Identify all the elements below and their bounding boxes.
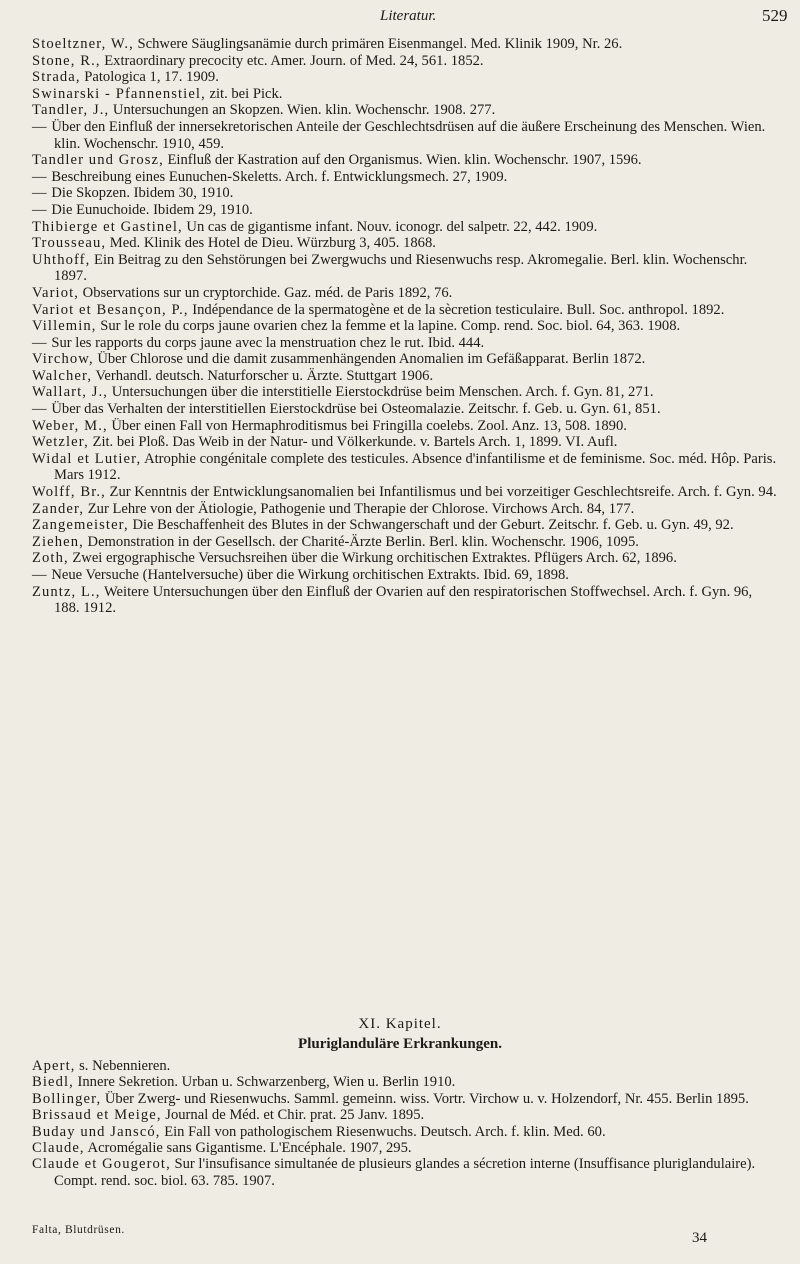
reference-text: Einfluß der Kastration auf den Organismus. Wien. klin. Wochenschr. 1907, 1596. xyxy=(163,152,642,169)
reference-text: Über Zwerg- und Riesenwuchs. Samml. gemeinn. wiss. Vortr. Virchow u. v. Holzendorf, Nr. 455. Berlin 1895. xyxy=(101,1090,749,1107)
reference-text: Zwei ergographische Versuchsreihen über die Wirkung orchitischen Extraktes. Pflügers Arch. 62, 1896. xyxy=(68,550,677,567)
reference-entry xyxy=(32,517,777,534)
reference-entry xyxy=(32,69,777,86)
reference-entry xyxy=(32,501,777,518)
reference-author: Uhthoff, xyxy=(32,251,91,268)
reference-author: Wolff, Br., xyxy=(32,484,106,501)
reference-text: Über das Verhalten der interstitiellen Eierstockdrüse bei Osteomalazie. Zeitschr. f. Geb. u. Gyn. 61, 851. xyxy=(47,401,661,418)
reference-text: Sur les rapports du corps jaune avec la menstruation chez le rut. Ibid. 444. xyxy=(47,334,485,351)
reference-text: Verhandl. deutsch. Naturforscher u. Ärzte. Stuttgart 1906. xyxy=(92,367,434,384)
reference-author: Apert, xyxy=(32,1058,76,1074)
reference-entry xyxy=(32,401,777,418)
reference-author: Variot et Besançon, P., xyxy=(32,301,189,318)
reference-text: Die Eunuchoide. Ibidem 29, 1910. xyxy=(47,201,253,218)
reference-text: Innere Sekretion. Urban u. Schwarzenberg, Wien u. Berlin 1910. xyxy=(73,1074,456,1091)
reference-author: Widal et Lutier, xyxy=(32,450,142,467)
reference-author: Zuntz, L., xyxy=(32,583,101,600)
reference-text: Beschreibung eines Eunuchen-Skeletts. Arch. f. Entwicklungsmech. 27, 1909. xyxy=(47,168,508,185)
chapter-subtitle: Pluriglanduläre Erkrankungen. xyxy=(298,1036,502,1052)
reference-author: Virchow, xyxy=(32,351,94,368)
reference-author: Stone, R., xyxy=(32,52,101,69)
reference-author: Zander, xyxy=(32,500,85,517)
reference-text: Med. Klinik des Hotel de Dieu. Würzburg 3, 405. 1868. xyxy=(106,235,436,252)
reference-author: Swinarski - Pfannenstiel, xyxy=(32,85,206,102)
reference-text: Ein Beitrag zu den Sehstörungen bei Zwergwuchs und Riesenwuchs resp. Akromegalie. Berl. klin. Wochenschr. 1897. xyxy=(54,251,748,285)
reference-text: Un cas de gigantisme infant. Nouv. iconogr. del salpetr. 22, 442. 1909. xyxy=(182,218,598,235)
reference-text: Extraordinary precocity etc. Amer. Journ. of Med. 24, 561. 1852. xyxy=(100,52,484,69)
reference-text: s. Nebennieren. xyxy=(75,1058,171,1074)
reference-text: Sur le role du corps jaune ovarien chez la femme et la lapine. Comp. rend. Soc. biol. 64, 363. 1908. xyxy=(96,318,681,335)
reference-author: Wetzler, xyxy=(32,434,89,451)
reference-author: Claude, xyxy=(32,1140,85,1157)
reference-author: Buday und Janscó, xyxy=(32,1123,161,1140)
reference-author: Trousseau, xyxy=(32,235,107,252)
reference-text: Zur Kenntnis der Entwicklungsanomalien bei Infantilismus und bei vorzeitiger Geschlechtsreife. Arch. f. Gyn. 94. xyxy=(105,484,777,501)
chapter-title: XI. Kapitel. xyxy=(358,1016,442,1032)
reference-entry xyxy=(32,368,777,385)
reference-entry xyxy=(32,202,777,219)
footer-book-title: Falta, Blutdrüsen. xyxy=(32,1224,125,1236)
reference-author: Strada, xyxy=(32,69,81,86)
reference-text: Die Skopzen. Ibidem 30, 1910. xyxy=(47,185,234,202)
reference-entry xyxy=(32,102,777,119)
reference-entry xyxy=(32,418,777,435)
reference-text: Sur l'insufisance simultanée de plusieurs glandes a sécretion interne (Insuffisance pluriglandulaire). Compt. rend. soc. biol. 63. 785. 1907. xyxy=(54,1156,756,1189)
reference-entry xyxy=(32,384,777,401)
reference-author: Variot, xyxy=(32,284,80,301)
reference-author: — xyxy=(32,118,48,135)
reference-author: Zoth, xyxy=(32,550,69,567)
reference-text: Ein Fall von pathologischem Riesenwuchs. Deutsch. Arch. f. klin. Med. 60. xyxy=(160,1123,606,1140)
reference-text: Patologica 1, 17. 1909. xyxy=(80,69,219,86)
reference-entry xyxy=(32,285,777,302)
reference-text: Über Chlorose und die damit zusammenhängenden Anomalien im Gefäßapparat. Berlin 1872. xyxy=(93,351,646,368)
reference-author: Thibierge et Gastinel, xyxy=(32,218,183,235)
page-number: 529 xyxy=(762,6,788,25)
reference-author: Wallart, J., xyxy=(32,384,109,401)
reference-text: Untersuchungen an Skopzen. Wien. klin. Wochenschr. 1908. 277. xyxy=(109,102,496,119)
reference-entry xyxy=(32,484,777,501)
reference-text: Weitere Untersuchungen über den Einfluß der Ovarien auf den respiratorischen Stoffwechsel. Arch. f. Gyn. 96, 188. 1912. xyxy=(54,583,753,617)
reference-text: Acromégalie sans Gigantisme. L'Encéphale. 1907, 295. xyxy=(84,1140,412,1157)
reference-text: Neue Versuche (Hantelversuche) über die Wirkung orchitischen Extrakts. Ibid. 69, 1898. xyxy=(47,567,569,583)
reference-list-pluriglandular xyxy=(32,1058,777,1189)
reference-text: Indépendance de la spermatogène et de la sècretion testiculaire. Bull. Soc. anthropol. 1892. xyxy=(188,301,725,318)
reference-author: — xyxy=(32,201,48,218)
reference-text: Die Beschaffenheit des Blutes in der Schwangerschaft und der Geburt. Zeitschr. f. Geb. u. Gyn. 49, 92. xyxy=(128,517,734,534)
reference-entry xyxy=(32,567,777,584)
reference-entry xyxy=(32,185,777,202)
reference-entry xyxy=(32,1107,777,1123)
reference-author: — xyxy=(32,401,48,418)
reference-author: — xyxy=(32,567,48,583)
reference-entry xyxy=(32,53,777,70)
reference-entry xyxy=(32,351,777,368)
reference-author: Brissaud et Meige, xyxy=(32,1107,162,1124)
reference-author: Tandler und Grosz, xyxy=(32,152,164,169)
reference-author: Stoeltzner, W., xyxy=(32,36,134,52)
reference-text: Atrophie congénitale complete des testicules. Absence d'infantilisme et de feminisme. Soc. méd. Hôp. Paris. Mars 1912. xyxy=(54,450,777,484)
reference-author: Bollinger, xyxy=(32,1090,102,1107)
reference-entry xyxy=(32,252,777,285)
signature-mark: 34 xyxy=(692,1230,707,1246)
reference-entry xyxy=(32,1140,777,1156)
reference-text: Zur Lehre von der Ätiologie, Pathogenie und Therapie der Chlorose. Virchows Arch. 84, 177. xyxy=(84,500,635,517)
reference-author: Walcher, xyxy=(32,367,93,384)
reference-author: Tandler, J., xyxy=(32,102,110,119)
reference-entry xyxy=(32,219,777,236)
reference-entry xyxy=(32,119,777,152)
reference-text: Demonstration in der Gesellsch. der Charité-Ärzte Berlin. Berl. klin. Wochenschr. 1906, 1095. xyxy=(83,533,639,550)
reference-author: — xyxy=(32,334,48,351)
reference-entry xyxy=(32,434,777,451)
reference-text: Zit. bei Ploß. Das Weib in der Natur- und Völkerkunde. v. Bartels Arch. 1, 1899. VI. Aufl. xyxy=(88,434,618,451)
reference-entry xyxy=(32,169,777,186)
reference-entry xyxy=(32,1124,777,1140)
reference-author: Biedl, xyxy=(32,1074,74,1091)
reference-author: Villemin, xyxy=(32,318,97,335)
reference-entry xyxy=(32,152,777,169)
reference-text: Untersuchungen über die interstitielle Eierstockdrüse beim Menschen. Arch. f. Gyn. 81, 271. xyxy=(108,384,654,401)
reference-author: Weber, M., xyxy=(32,417,108,434)
reference-entry xyxy=(32,550,777,567)
reference-entry xyxy=(32,86,777,103)
reference-entry xyxy=(32,36,777,53)
reference-author: Zangemeister, xyxy=(32,517,129,534)
reference-text: Journal de Méd. et Chir. prat. 25 Janv. 1895. xyxy=(161,1107,425,1124)
reference-entry xyxy=(32,1074,777,1090)
reference-text: Observations sur un cryptorchide. Gaz. méd. de Paris 1892, 76. xyxy=(79,284,453,301)
reference-entry xyxy=(32,235,777,252)
reference-entry xyxy=(32,584,777,617)
reference-author: — xyxy=(32,168,48,185)
reference-text: Über einen Fall von Hermaphroditismus bei Fringilla coelebs. Zool. Anz. 13, 508. 1890. xyxy=(107,417,627,434)
reference-entry xyxy=(32,534,777,551)
reference-entry xyxy=(32,1156,777,1189)
reference-entry xyxy=(32,1091,777,1107)
reference-author: Ziehen, xyxy=(32,533,84,550)
reference-text: zit. bei Pick. xyxy=(205,85,283,102)
reference-list xyxy=(32,36,777,617)
reference-entry xyxy=(32,1058,777,1074)
reference-entry xyxy=(32,451,777,484)
reference-entry xyxy=(32,318,777,335)
reference-author: — xyxy=(32,185,48,202)
running-title: Literatur. xyxy=(380,8,437,24)
reference-text: Schwere Säuglingsanämie durch primären Eisenmangel. Med. Klinik 1909, Nr. 26. xyxy=(133,36,623,52)
reference-entry xyxy=(32,302,777,319)
reference-text: Über den Einfluß der innersekretorischen Anteile der Geschlechtsdrüsen auf die äußere Erscheinung des Menschen. Wien. klin. Wochenschr. 1910, 459. xyxy=(47,118,766,152)
reference-entry xyxy=(32,335,777,352)
reference-author: Claude et Gougerot, xyxy=(32,1156,171,1173)
